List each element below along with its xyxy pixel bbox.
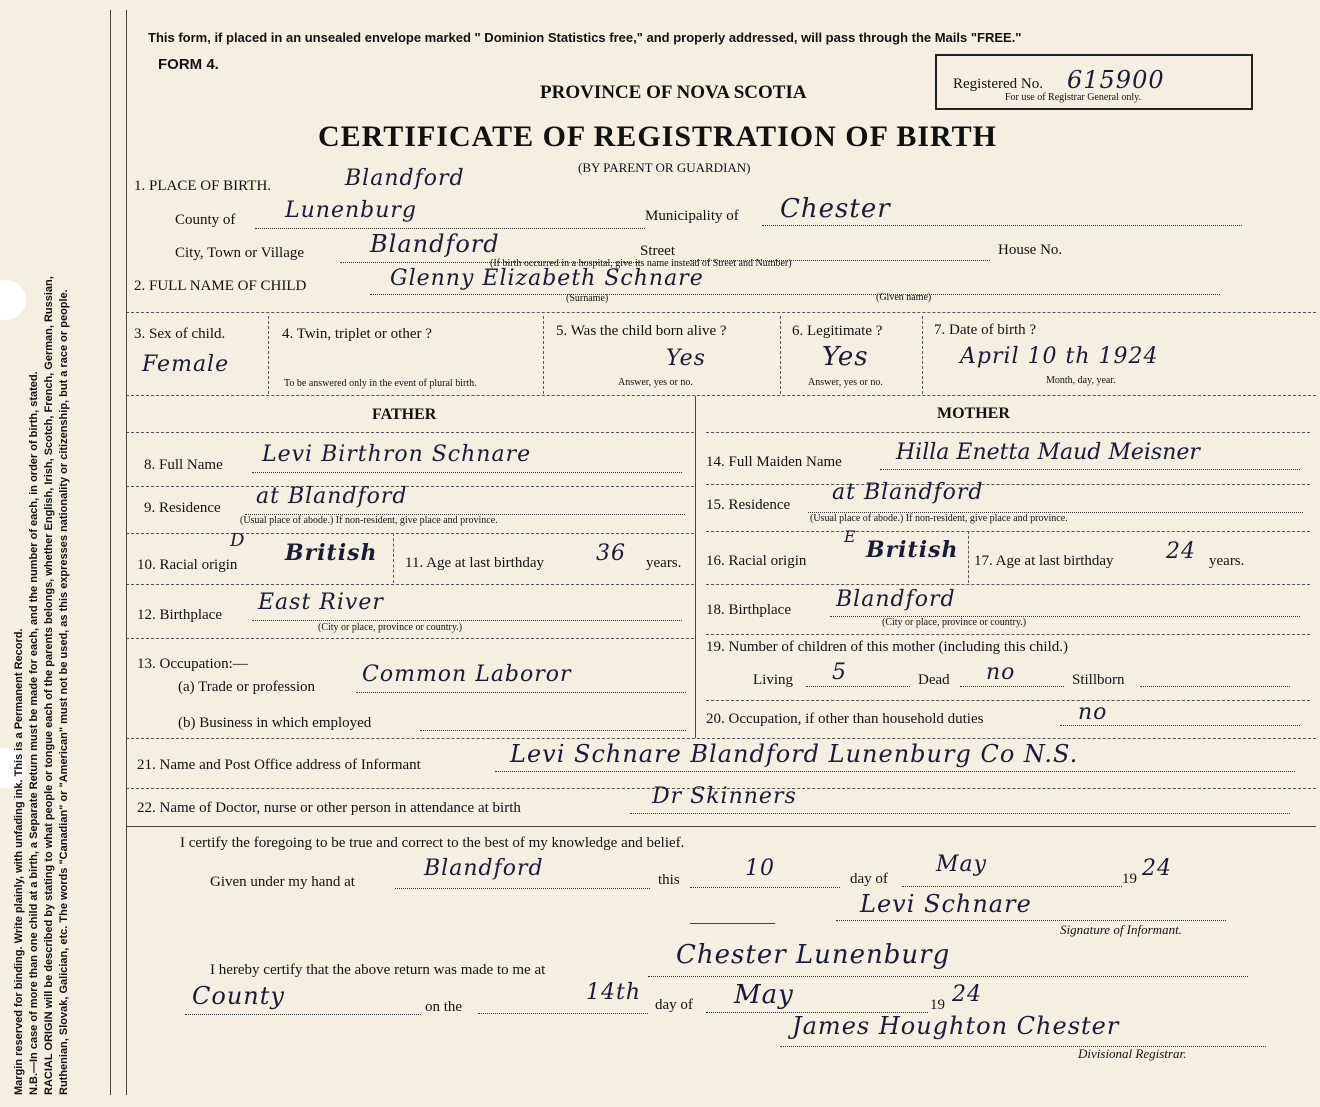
- mother-residence-value: at Blandford: [832, 480, 984, 505]
- mother-heading: MOTHER: [937, 405, 1010, 422]
- mother-age-value: 24: [1166, 539, 1196, 564]
- mother-occupation-label: 20. Occupation, if other than household duties: [706, 711, 984, 727]
- mother-age-unit: years.: [1209, 553, 1245, 569]
- mother-racial-mark: E: [844, 527, 857, 546]
- father-birthplace-label: 12. Birthplace: [137, 607, 222, 623]
- informant-signature: Levi Schnare: [860, 890, 1032, 918]
- mother-name-value: Hilla Enetta Maud Meisner: [896, 440, 1200, 465]
- twin-label: 4. Twin, triplet or other ?: [282, 326, 432, 342]
- legitimate-label: 6. Legitimate ?: [792, 323, 883, 339]
- place-of-birth-label: 1. PLACE OF BIRTH.: [134, 178, 272, 194]
- registrar-place-value: Chester Lunenburg: [676, 940, 951, 970]
- dob-note: Month, day, year.: [1046, 375, 1116, 386]
- mother-birthplace-note: (City or place, province or country.): [882, 617, 1027, 628]
- mother-age-label: 17. Age at last birthday: [974, 553, 1114, 569]
- father-residence-note: (Usual place of abode.) If non-resident, give place and province.: [240, 515, 498, 526]
- given-day-value: 10: [745, 856, 775, 881]
- twin-note: To be answered only in the event of plural birth.: [284, 378, 477, 389]
- father-business-label: (b) Business in which employed: [178, 715, 372, 731]
- margin-border-inner: [126, 10, 127, 1095]
- registrar-day-value: 14th: [586, 980, 642, 1005]
- alive-label: 5. Was the child born alive ?: [556, 323, 727, 339]
- dead-label: Dead: [918, 672, 950, 688]
- informant-label: 21. Name and Post Office address of Informant: [137, 757, 421, 773]
- county-label: County of: [175, 212, 236, 228]
- informant-signature-label: Signature of Informant.: [1060, 922, 1182, 937]
- province-heading: PROVINCE OF NOVA SCOTIA: [540, 82, 807, 103]
- registrar-year-value: 24: [952, 982, 982, 1007]
- father-name-value: Levi Birthron Schnare: [262, 442, 532, 467]
- given-year-value: 24: [1142, 856, 1172, 881]
- municipality-value: Chester: [780, 194, 891, 224]
- doctor-value: Dr Skinners: [652, 784, 797, 809]
- page-subtitle: (BY PARENT OR GUARDIAN): [578, 160, 751, 175]
- father-racial-value: British: [285, 540, 378, 566]
- dead-value: no: [986, 660, 1016, 685]
- mother-racial-label: 16. Racial origin: [706, 553, 807, 569]
- parents-divider: [695, 396, 696, 738]
- father-age-value: 36: [596, 541, 626, 566]
- father-occupation-label: 13. Occupation:—: [137, 656, 248, 672]
- legitimate-value: Yes: [822, 342, 869, 372]
- on-the-label: on the: [425, 999, 463, 1015]
- form-number: FORM 4.: [158, 56, 219, 73]
- informant-value: Levi Schnare Blandford Lunenburg Co N.S.: [510, 740, 1079, 768]
- father-heading: FATHER: [372, 406, 437, 423]
- mother-birthplace-value: Blandford: [836, 587, 956, 612]
- margin-note-4: Ruthenian, Slovak, Galician, etc. The words "Canadian" or "American" must not be used, as this expresses nationality or citizenship, but a race or people.: [58, 289, 70, 1095]
- registrar-month-value: May: [734, 980, 794, 1010]
- city-label: City, Town or Village: [175, 245, 305, 261]
- father-trade-value: Common Laboror: [362, 662, 572, 687]
- page-title: CERTIFICATE OF REGISTRATION OF BIRTH: [318, 120, 997, 153]
- this-label: this: [658, 872, 680, 888]
- street-label: Street: [640, 243, 675, 259]
- mother-residence-note: (Usual place of abode.) If non-resident, give place and province.: [810, 513, 1068, 524]
- alive-note: Answer, yes or no.: [618, 377, 693, 388]
- municipality-label: Municipality of: [645, 208, 739, 224]
- registrar-signature-label: Divisional Registrar.: [1078, 1046, 1187, 1061]
- child-name-value: Glenny Elizabeth Schnare: [390, 266, 704, 291]
- place-of-birth-value: Blandford: [345, 166, 465, 191]
- living-label: Living: [753, 672, 793, 688]
- surname-note: (Surname): [566, 293, 609, 304]
- mother-residence-label: 15. Residence: [706, 497, 791, 513]
- sex-label: 3. Sex of child.: [134, 326, 226, 342]
- child-name-label: 2. FULL NAME OF CHILD: [134, 278, 307, 294]
- day-of-label: day of: [850, 871, 888, 887]
- mail-notice: This form, if placed in an unsealed envelope marked " Dominion Statistics free," and properly addressed, will pass through the Mails "FREE.": [148, 30, 1022, 45]
- given-year-prefix: 19: [1122, 871, 1137, 887]
- doctor-label: 22. Name of Doctor, nurse or other person in attendance at birth: [137, 800, 521, 816]
- margin-border: [110, 10, 111, 1095]
- certification-statement: I certify the foregoing to be true and correct to the best of my knowledge and belief.: [180, 835, 685, 851]
- dob-label: 7. Date of birth ?: [934, 322, 1037, 338]
- registrar-signature: James Houghton Chester: [792, 1012, 1120, 1040]
- given-place-value: Blandford: [424, 856, 544, 881]
- given-name-note: (Given name): [876, 292, 932, 303]
- dob-value: April 10 th 1924: [960, 344, 1159, 369]
- father-birthplace-value: East River: [258, 590, 384, 615]
- registrar-day-of-label: day of: [655, 997, 693, 1013]
- father-racial-label: 10. Racial origin: [137, 557, 238, 573]
- registrar-year-prefix: 19: [930, 997, 945, 1013]
- registrar-note: For use of Registrar General only.: [1005, 92, 1141, 103]
- given-label: Given under my hand at: [210, 874, 355, 890]
- mother-children-label: 19. Number of children of this mother (including this child.): [706, 639, 1069, 655]
- margin-instructions: [12, 15, 102, 1095]
- mother-racial-value: British: [866, 537, 959, 563]
- father-birthplace-note: (City or place, province or country.): [318, 622, 463, 633]
- alive-value: Yes: [666, 346, 706, 371]
- registered-number: 615900: [1067, 66, 1165, 94]
- county-value: Lunenburg: [285, 198, 417, 223]
- registrar-county-value: County: [192, 982, 285, 1010]
- given-month-value: May: [936, 852, 988, 877]
- margin-note-1: Margin reserved for binding. Write plainly, with unfading ink. This is a Permanent Record.: [13, 628, 25, 1095]
- mother-birthplace-label: 18. Birthplace: [706, 602, 791, 618]
- city-value: Blandford: [370, 230, 500, 258]
- house-label: House No.: [998, 242, 1063, 258]
- father-racial-mark: D: [230, 530, 246, 551]
- father-residence-label: 9. Residence: [144, 500, 221, 516]
- sex-value: Female: [142, 352, 230, 377]
- living-value: 5: [832, 660, 847, 685]
- father-trade-label: (a) Trade or profession: [178, 679, 316, 695]
- legitimate-note: Answer, yes or no.: [808, 377, 883, 388]
- registered-box: [935, 54, 1253, 110]
- father-age-label: 11. Age at last birthday: [405, 555, 544, 571]
- hospital-note: (If birth occurred in a hospital, give its name instead of Street and Number): [490, 258, 792, 269]
- registrar-statement: I hereby certify that the above return was made to me at: [210, 962, 546, 978]
- mother-occupation-value: no: [1078, 700, 1108, 725]
- margin-note-2: N.B.—In case of more than one child at a birth, a Separate Return must be made for each, and the number of each, in order of birth, stated.: [28, 371, 40, 1095]
- registered-label: Registered No.: [953, 76, 1043, 92]
- margin-note-3: RACIAL ORIGIN will be described by stating to what people or tongue each of the parents belongs, whether English, Irish, Scotch, French, German, Russian,: [43, 276, 55, 1095]
- father-age-unit: years.: [646, 555, 682, 571]
- stillborn-label: Stillborn: [1072, 672, 1125, 688]
- father-name-label: 8. Full Name: [144, 457, 223, 473]
- mother-name-label: 14. Full Maiden Name: [706, 454, 842, 470]
- father-residence-value: at Blandford: [256, 484, 408, 509]
